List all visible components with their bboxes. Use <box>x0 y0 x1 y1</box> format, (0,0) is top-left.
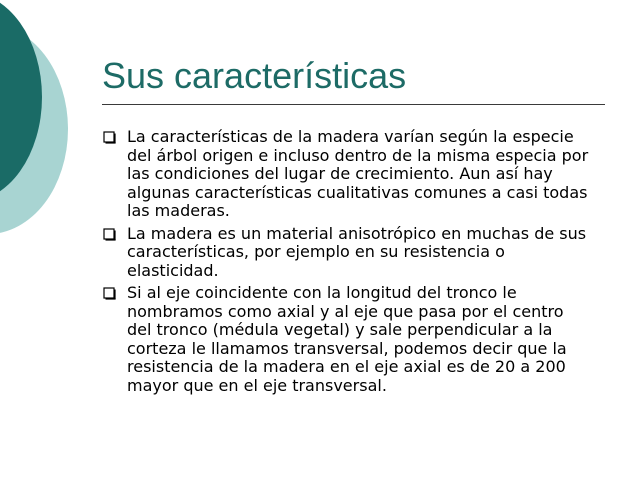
slide-title: Sus características <box>102 55 407 96</box>
bullet-text: La características de la madera varían según la especie del árbol origen e incluso dentro de la misma especia por las condiciones del lugar de crecimiento. Aun así hay algunas características cualitativas comunes a casi todas las maderas. <box>127 127 589 220</box>
bullet-text: Si al eje coincidente con la longitud del tronco le nombramos como axial y al eje que pasa por el centro del tronco (médula vegetal) y sale perpendicular a la corteza le llamamos transversal, podemos decir que la resistencia de la madera en el eje axial es de 20 a 200 mayor que en el eje transversal. <box>127 283 567 395</box>
bullet-item <box>102 128 592 221</box>
bullet-text: La madera es un material anisotrópico en muchas de sus características, por ejemplo en su resistencia o elasticidad. <box>127 223 587 280</box>
bullet-item <box>102 284 592 395</box>
hollow-square-bullet-icon <box>102 130 116 144</box>
bullet-list <box>102 128 592 399</box>
title-underline <box>102 104 605 105</box>
hollow-square-bullet-icon <box>102 286 116 300</box>
bullet-item <box>102 225 592 281</box>
hollow-square-bullet-icon <box>102 227 116 241</box>
decorative-circles <box>0 0 110 280</box>
